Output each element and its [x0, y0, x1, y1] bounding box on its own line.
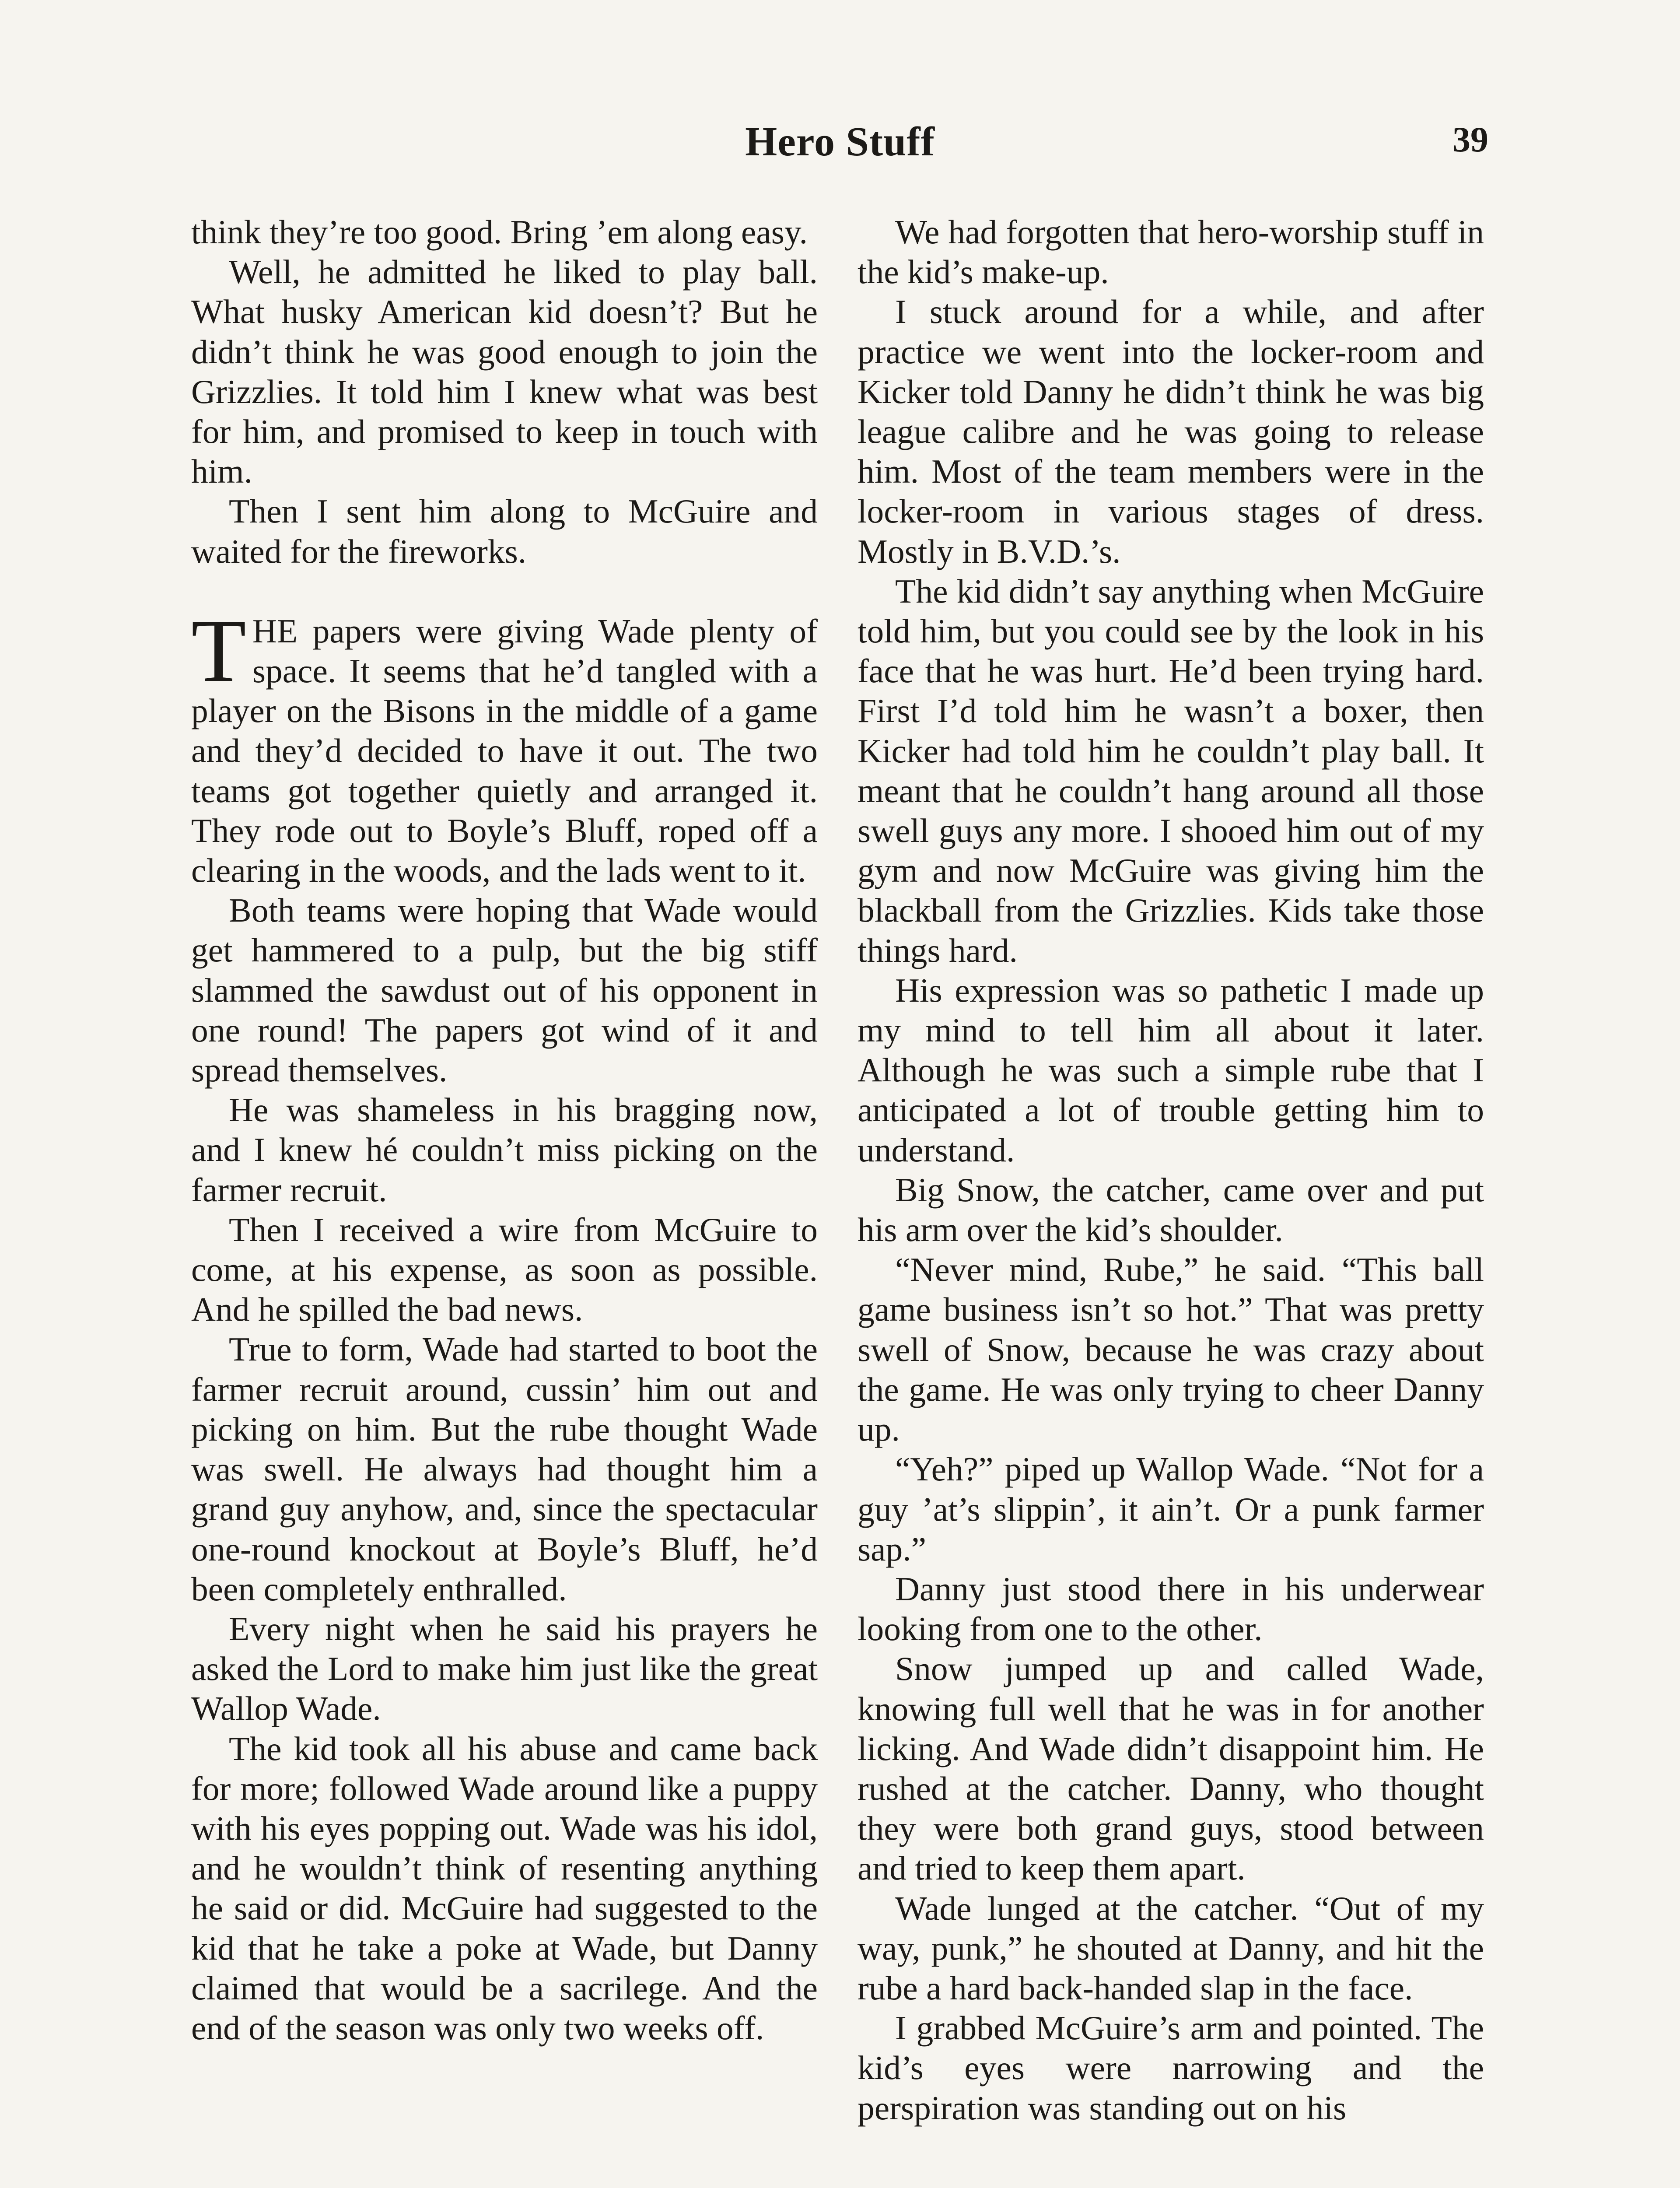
paragraph: I grabbed McGuire’s arm and pointed. The kid’s eyes were narrowing and the perspiration was standing out on his	[858, 2009, 1484, 2127]
paragraph: Wade lunged at the catcher. “Out of my way, punk,” he shouted at Danny, and hit the rube a hard back-handed slap in the face.	[858, 1889, 1484, 2007]
paragraph: Both teams were hoping that Wade would get hammered to a pulp, but the big stiff slammed the sawdust out of his opponent in one round! The papers got wind of it and spread themselves.	[191, 891, 818, 1089]
paragraph: He was shameless in his bragging now, and I knew hé couldn’t miss picking on the farmer recruit.	[191, 1091, 818, 1209]
paragraph: Big Snow, the catcher, came over and put his arm over the kid’s shoulder.	[858, 1171, 1484, 1249]
paragraph: True to form, Wade had started to boot the farmer recruit around, cussin’ him out and picking on him. But the rube thought Wade was swell. He always had thought him a grand guy anyhow, and, since the spectacular one-round knockout at Boyle’s Bluff, he’d been completely enthralled.	[191, 1330, 818, 1608]
paragraph: Then I received a wire from McGuire to come, at his expense, as soon as possible. And he spilled the bad news.	[191, 1210, 818, 1329]
paragraph: Then I sent him along to McGuire and waited for the fireworks.	[191, 492, 818, 570]
left-column	[191, 212, 818, 2048]
paragraph: “Never mind, Rube,” he said. “This ball game business isn’t so hot.” That was pretty swell of Snow, because he was crazy about the game. He was only trying to cheer Danny up.	[858, 1251, 1484, 1448]
paragraph: think they’re too good. Bring ’em along easy.	[191, 213, 808, 251]
paragraph: His expression was so pathetic I made up my mind to tell him all about it later. Although he was such a simple rube that I anticipated a lot of trouble getting him to understand.	[858, 971, 1484, 1169]
drop-cap: T	[191, 600, 246, 701]
paragraph: Danny just stood there in his underwear looking from one to the other.	[858, 1570, 1484, 1648]
paragraph: “Yeh?” piped up Wallop Wade. “Not for a guy ’at’s slippin’, it ain’t. Or a punk farmer sap.”	[858, 1450, 1484, 1568]
paragraph: We had forgotten that hero-worship stuff in the kid’s make-up.	[858, 213, 1484, 291]
page-title: Hero Stuff	[745, 119, 935, 165]
section-start-paragraph	[191, 600, 818, 891]
paragraph: Well, he admitted he liked to play ball. What husky American kid doesn’t? But he didn’t think he was good enough to join the Grizzlies. It told him I knew what was best for him, and promised to keep in touch with him.	[191, 253, 818, 491]
page-number: 39	[1452, 119, 1488, 159]
paragraph: Snow jumped up and called Wade, knowing full well that he was in for another licking. And Wade didn’t disappoint him. He rushed at the catcher. Danny, who thought they were both grand guys, stood between and tried to keep them apart.	[858, 1650, 1484, 1887]
paragraph: Every night when he said his prayers he asked the Lord to make him just like the great Wallop Wade.	[191, 1609, 818, 1728]
paragraph: The kid didn’t say anything when McGuire told him, but you could see by the look in his face that he was hurt. He’d been trying hard. First I’d told him he wasn’t a boxer, then Kicker had told him he couldn’t play ball. It meant that he couldn’t hang around all those swell guys any more. I shooed him out of my gym and now McGuire was giving him the blackball from the Grizzlies. Kids take those things hard.	[858, 572, 1484, 969]
paragraph: I stuck around for a while, and after practice we went into the locker-room and Kicker told Danny he didn’t think he was big league calibre and he was going to release him. Most of the team members were in the locker-room in various stages of dress. Mostly in B.V.D.’s.	[858, 293, 1484, 570]
paragraph-text: HE papers were giving Wade plenty of space. It seems that he’d tangled with a player on the Bisons in the middle of a game and they’d decided to have it out. The two teams got together quietly and arranged it. They rode out to Boyle’s Bluff, roped off a clearing in the woods, and the lads went to it.	[191, 612, 818, 890]
paragraph: The kid took all his abuse and came back for more; followed Wade around like a puppy with his eyes popping out. Wade was his idol, and he wouldn’t think of resenting anything he said or did. McGuire had suggested to the kid that he take a poke at Wade, but Danny claimed that would be a sacrilege. And the end of the season was only two weeks off.	[191, 1729, 818, 2047]
right-column	[858, 212, 1484, 2128]
running-head	[0, 118, 1680, 175]
